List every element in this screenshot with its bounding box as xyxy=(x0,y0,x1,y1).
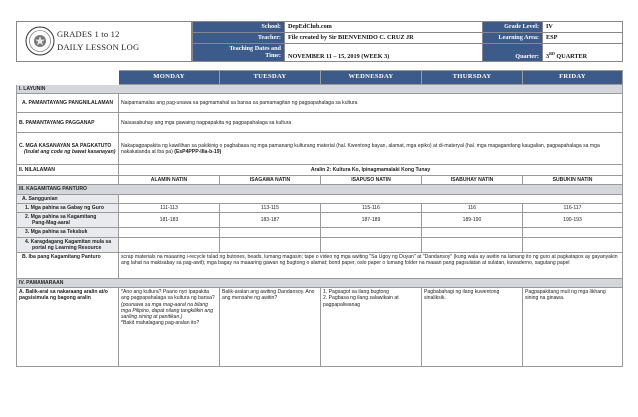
title-text xyxy=(57,28,139,54)
gabay-guro-monday: 111-113 xyxy=(119,203,220,212)
quarter-number: 3 xyxy=(546,53,550,60)
deped-seal-icon xyxy=(25,26,55,56)
balik-aral-monday-note: (pounawa sa mga mag-aaral na bilang mga Pilipino, dapat nilang tangkilikin ang sariling sining at panitikan.) xyxy=(121,301,214,321)
teaching-dates-label-line1: Teaching Dates and xyxy=(229,44,281,52)
karagdagang-thursday xyxy=(422,237,523,252)
mga-kasanayan-label xyxy=(17,133,119,165)
title-box xyxy=(16,21,192,62)
balik-aral-thursday: Pagbabahagi ng ilang kuwentong sinaliksik. xyxy=(422,288,523,367)
balik-aral-wednesday-item2: 2. Pagbasa ng ilang salawikain at pagpapaliwanag xyxy=(323,295,399,308)
quarter-value xyxy=(543,43,623,61)
header-info-table xyxy=(192,21,623,62)
layunin-row xyxy=(17,85,623,94)
teksbuk-friday xyxy=(523,228,623,237)
pamamaraan-heading: IV. PAMAMARAAN xyxy=(17,279,623,288)
nilalaman-row xyxy=(17,165,623,176)
quarter-suffix: RD xyxy=(549,50,555,56)
quarter-label: Quarter: xyxy=(483,43,543,61)
balik-aral-row xyxy=(17,288,623,367)
balik-aral-wednesday xyxy=(321,288,422,367)
pamantayang-pangnilalaman-row xyxy=(17,94,623,113)
teaching-dates-label xyxy=(193,43,285,61)
nilalaman-text: Aralin 2: Kultura Ko, Ipinagmamalaki Kong Tunay xyxy=(119,165,623,176)
karagdagang-label-line2: portal ng Learning Resource xyxy=(32,244,102,251)
mga-kasanayan-description: Nakapagpapakita ng kawilihan sa pakikinig o pagbabasa ng mga pamanang kulturang material (hal. Kwentong bayan, alamat, mga epiko) at di-materyal (hal. mga magagandang kaugalian, pagpapahalaga sa mga nakakatanda at iba pa) xyxy=(121,142,600,155)
karagdagang-label xyxy=(17,237,119,252)
teksbuk-wednesday xyxy=(321,228,422,237)
karagdagang-row xyxy=(17,237,623,252)
pamantayang-pangnilalaman-label: A. PAMANTAYANG PANGNILALAMAN xyxy=(17,94,119,113)
mga-kasanayan-label-note: (Isulat ang code ng bawat kasanayan) xyxy=(24,148,116,155)
teksbuk-monday xyxy=(119,228,220,237)
teaching-dates-label-line2: Time: xyxy=(265,52,281,60)
balik-aral-wednesday-item1: 1. Pagsagot sa ilang bugtong xyxy=(323,289,389,296)
day-header-row xyxy=(17,71,623,85)
karagdagang-monday xyxy=(119,237,220,252)
grade-level-label: Grade Level: xyxy=(483,22,543,33)
aralin-title-alamin: ALAMIN NATIN xyxy=(119,176,220,185)
kagamitang-mag-aaral-tuesday: 183-187 xyxy=(220,213,321,228)
sanggunian-label: A. Sanggunian xyxy=(17,194,119,203)
mga-kasanayan-label-title: C. MGA KASANAYAN SA PAGKATUTO xyxy=(19,142,112,149)
kagamitang-mag-aaral-label xyxy=(17,213,119,228)
aralin-title-subukin: SUBUKIN NATIN xyxy=(523,176,623,185)
day-wednesday: WEDNESDAY xyxy=(321,71,422,85)
lesson-log-header xyxy=(16,21,622,62)
corner-cell xyxy=(17,71,119,85)
aralin-title-isapuso: ISAPUSO NATIN xyxy=(321,176,422,185)
sanggunian-row xyxy=(17,194,623,203)
kagamitang-mag-aaral-friday: 190-193 xyxy=(523,213,623,228)
kagamitang-mag-aaral-label-line1: 2. Mga pahina sa Kagamitang xyxy=(25,214,97,221)
lesson-log-table xyxy=(16,70,623,367)
kagamitang-panturo-heading: III. KAGAMITANG PANTURO xyxy=(17,185,623,194)
kagamitang-mag-aaral-wednesday: 187-189 xyxy=(321,213,422,228)
aralin-titles-row xyxy=(17,176,623,185)
iba-pang-kagamitan-text: scrap materials na maaaring i-recycle tulad ng butones, beads, lumang magasin; tape o video ng mga awiting "Sa Ugoy ng Duyan" at "Dandansoy" (kung wala ay awitin na lamang ito ng guro at pagkatapos ay gayanyakin ang lahat na makisabay sa pag-awit); mga bagay na maaaring gawan ng bugtong o alamat; bond paper, oslo paper o lumang folder na maaari pang pagsulatan at sulatan, kuwaderno, sagutang papel xyxy=(119,253,623,279)
balik-aral-monday xyxy=(119,288,220,367)
learning-area-label: Learning Area: xyxy=(483,32,543,43)
gabay-guro-tuesday: 113-115 xyxy=(220,203,321,212)
gabay-guro-row xyxy=(17,203,623,212)
learning-area-value: ESP xyxy=(543,32,623,43)
balik-aral-friday: Pagpapakitang muli ng mga likhang sining na ginawa. xyxy=(523,288,623,367)
gabay-guro-friday: 116-117 xyxy=(523,203,623,212)
pamamaraan-row xyxy=(17,279,623,288)
teacher-value: File created by Sir BIENVENIDO C. CRUZ JR xyxy=(285,32,483,43)
pamantayang-pagganap-row xyxy=(17,113,623,133)
mga-kasanayan-text xyxy=(119,133,623,165)
teacher-label: Teacher: xyxy=(193,32,285,43)
iba-pang-kagamitan-row xyxy=(17,253,623,279)
day-monday: MONDAY xyxy=(119,71,220,85)
mga-kasanayan-row xyxy=(17,133,623,165)
school-value: DepEdClub.com xyxy=(285,22,483,33)
day-thursday: THURSDAY xyxy=(422,71,523,85)
nilalaman-label: II. NILALAMAN xyxy=(17,165,119,176)
balik-aral-tuesday: Balik-aralan ang awiting Dandansoy. Ano ang mensahe ng awitin? xyxy=(220,288,321,367)
mga-kasanayan-code: (EsP4PPP-IIIa-b-19) xyxy=(174,148,222,155)
teksbuk-tuesday xyxy=(220,228,321,237)
kagamitang-mag-aaral-row xyxy=(17,213,623,228)
iba-pang-kagamitan-label: B. Iba pang Kagamitang Panturo xyxy=(17,253,119,279)
karagdagang-wednesday xyxy=(321,237,422,252)
pamantayang-pagganap-text: Naisasabuhay ang mga gawaing nagpapakita ng pagpapahalaga sa kultura xyxy=(119,113,623,133)
pamantayang-pagganap-label: B. PAMANTAYANG PAGGANAP xyxy=(17,113,119,133)
aralin-title-isabuhay: ISABUHAY NATIN xyxy=(422,176,523,185)
kagamitang-mag-aaral-label-line2: Pang-Mag-aaral xyxy=(32,220,70,227)
layunin-heading: I. LAYUNIN xyxy=(17,85,623,94)
pamantayang-pangnilalaman-text: Naipamamalas ang pag-unawa sa pagmamahal sa bansa sa pamamagitan ng pagpapahalaga sa kultura xyxy=(119,94,623,113)
kagamitang-mag-aaral-monday: 181-183 xyxy=(119,213,220,228)
gabay-guro-thursday: 116 xyxy=(422,203,523,212)
teksbuk-label: 3. Mga pahina sa Teksbuk xyxy=(17,228,119,237)
balik-aral-monday-followup: *Bakit mahalagang pag-aralan ito? xyxy=(121,320,200,327)
karagdagang-label-line1: 4. Karagdagang Kagamitan mula sa xyxy=(25,238,112,245)
karagdagang-tuesday xyxy=(220,237,321,252)
day-friday: FRIDAY xyxy=(523,71,623,85)
day-tuesday: TUESDAY xyxy=(220,71,321,85)
school-label: School: xyxy=(193,22,285,33)
aralin-title-isagawa: ISAGAWA NATIN xyxy=(220,176,321,185)
daily-lesson-log-line: DAILY LESSON LOG xyxy=(57,42,140,52)
gabay-guro-label: 1. Mga pahina sa Gabay ng Guro xyxy=(17,203,119,212)
grade-level-value: IV xyxy=(543,22,623,33)
karagdagang-friday xyxy=(523,237,623,252)
quarter-word: QUARTER xyxy=(554,53,588,60)
gabay-guro-wednesday: 115-116 xyxy=(321,203,422,212)
teksbuk-row xyxy=(17,228,623,237)
balik-aral-label: A. Balik-aral sa nakaraang aralin at/o pagsisimula ng bagong aralin xyxy=(17,288,119,367)
grades-line: GRADES 1 to 12 xyxy=(57,29,120,39)
balik-aral-monday-question: *Ano ang kultura? Paano nyo ipapakita ang pagpapahalaga sa kultura ng bansa? xyxy=(121,289,215,302)
teksbuk-thursday xyxy=(422,228,523,237)
aralin-titles-blank xyxy=(17,176,119,185)
kagamitang-panturo-row xyxy=(17,185,623,194)
kagamitang-mag-aaral-thursday: 189-190 xyxy=(422,213,523,228)
sanggunian-blank xyxy=(119,194,623,203)
teaching-dates-value: NOVEMBER 11 – 15, 2019 (WEEK 3) xyxy=(285,43,483,61)
